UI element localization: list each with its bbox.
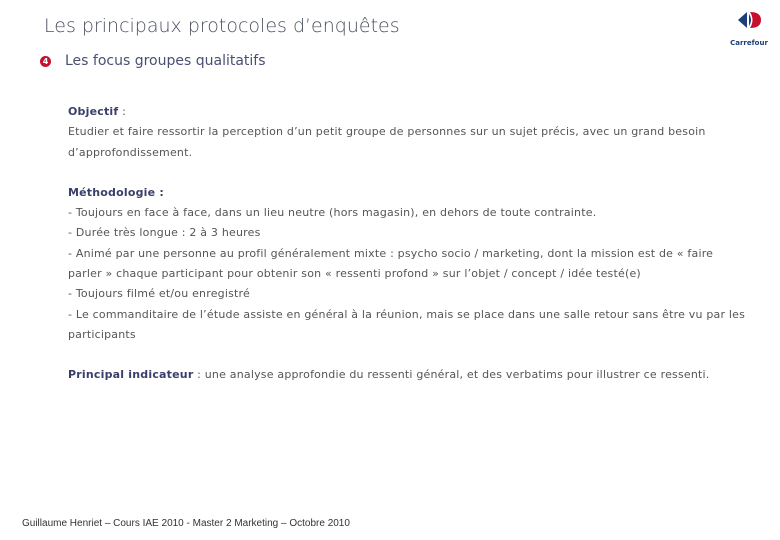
slide-body <box>68 102 748 386</box>
section-heading <box>40 53 266 69</box>
carrefour-logo <box>728 10 770 49</box>
methodologie-item: - Animé par une personne au profil généralement mixte : psycho socio / marketing, dont la mission est de « faire parler » chaque participant pour obtenir son « ressenti profond » sur l’objet / concept / idée testé(e) <box>68 246 714 281</box>
logo-text: Carrefour <box>730 39 768 47</box>
section-number: 4 <box>40 56 51 67</box>
section-title: Les focus groupes qualitatifs <box>65 53 266 69</box>
indicateur-label: Principal indicateur <box>68 368 194 382</box>
methodologie-item: - Toujours en face à face, dans un lieu neutre (hors magasin), en dehors de toute contrainte. <box>68 206 597 220</box>
footer: Guillaume Henriet – Cours IAE 2010 - Master 2 Marketing – Octobre 2010 <box>22 518 350 529</box>
indicateur-text: : une analyse approfondie du ressenti général, et des verbatims pour illustrer ce ressenti. <box>193 368 710 382</box>
methodologie-item: - Toujours filmé et/ou enregistré <box>68 287 250 301</box>
objectif-text: Etudier et faire ressortir la perception d’un petit groupe de personnes sur un sujet précis, avec un grand besoin d’approfondissement. <box>68 125 706 159</box>
methodologie-item: - Le commanditaire de l’étude assiste en général à la réunion, mais se place dans une salle retour sans être vu par les participants <box>68 307 746 341</box>
objectif-sep: : <box>118 105 127 118</box>
methodologie-label: Méthodologie : <box>68 185 164 199</box>
slide-title: Les principaux protocoles d’enquêtes <box>44 15 400 37</box>
carrefour-logo-icon <box>735 10 763 30</box>
methodologie-item: - Durée très longue : 2 à 3 heures <box>68 226 261 240</box>
objectif-label: Objectif <box>68 105 119 118</box>
